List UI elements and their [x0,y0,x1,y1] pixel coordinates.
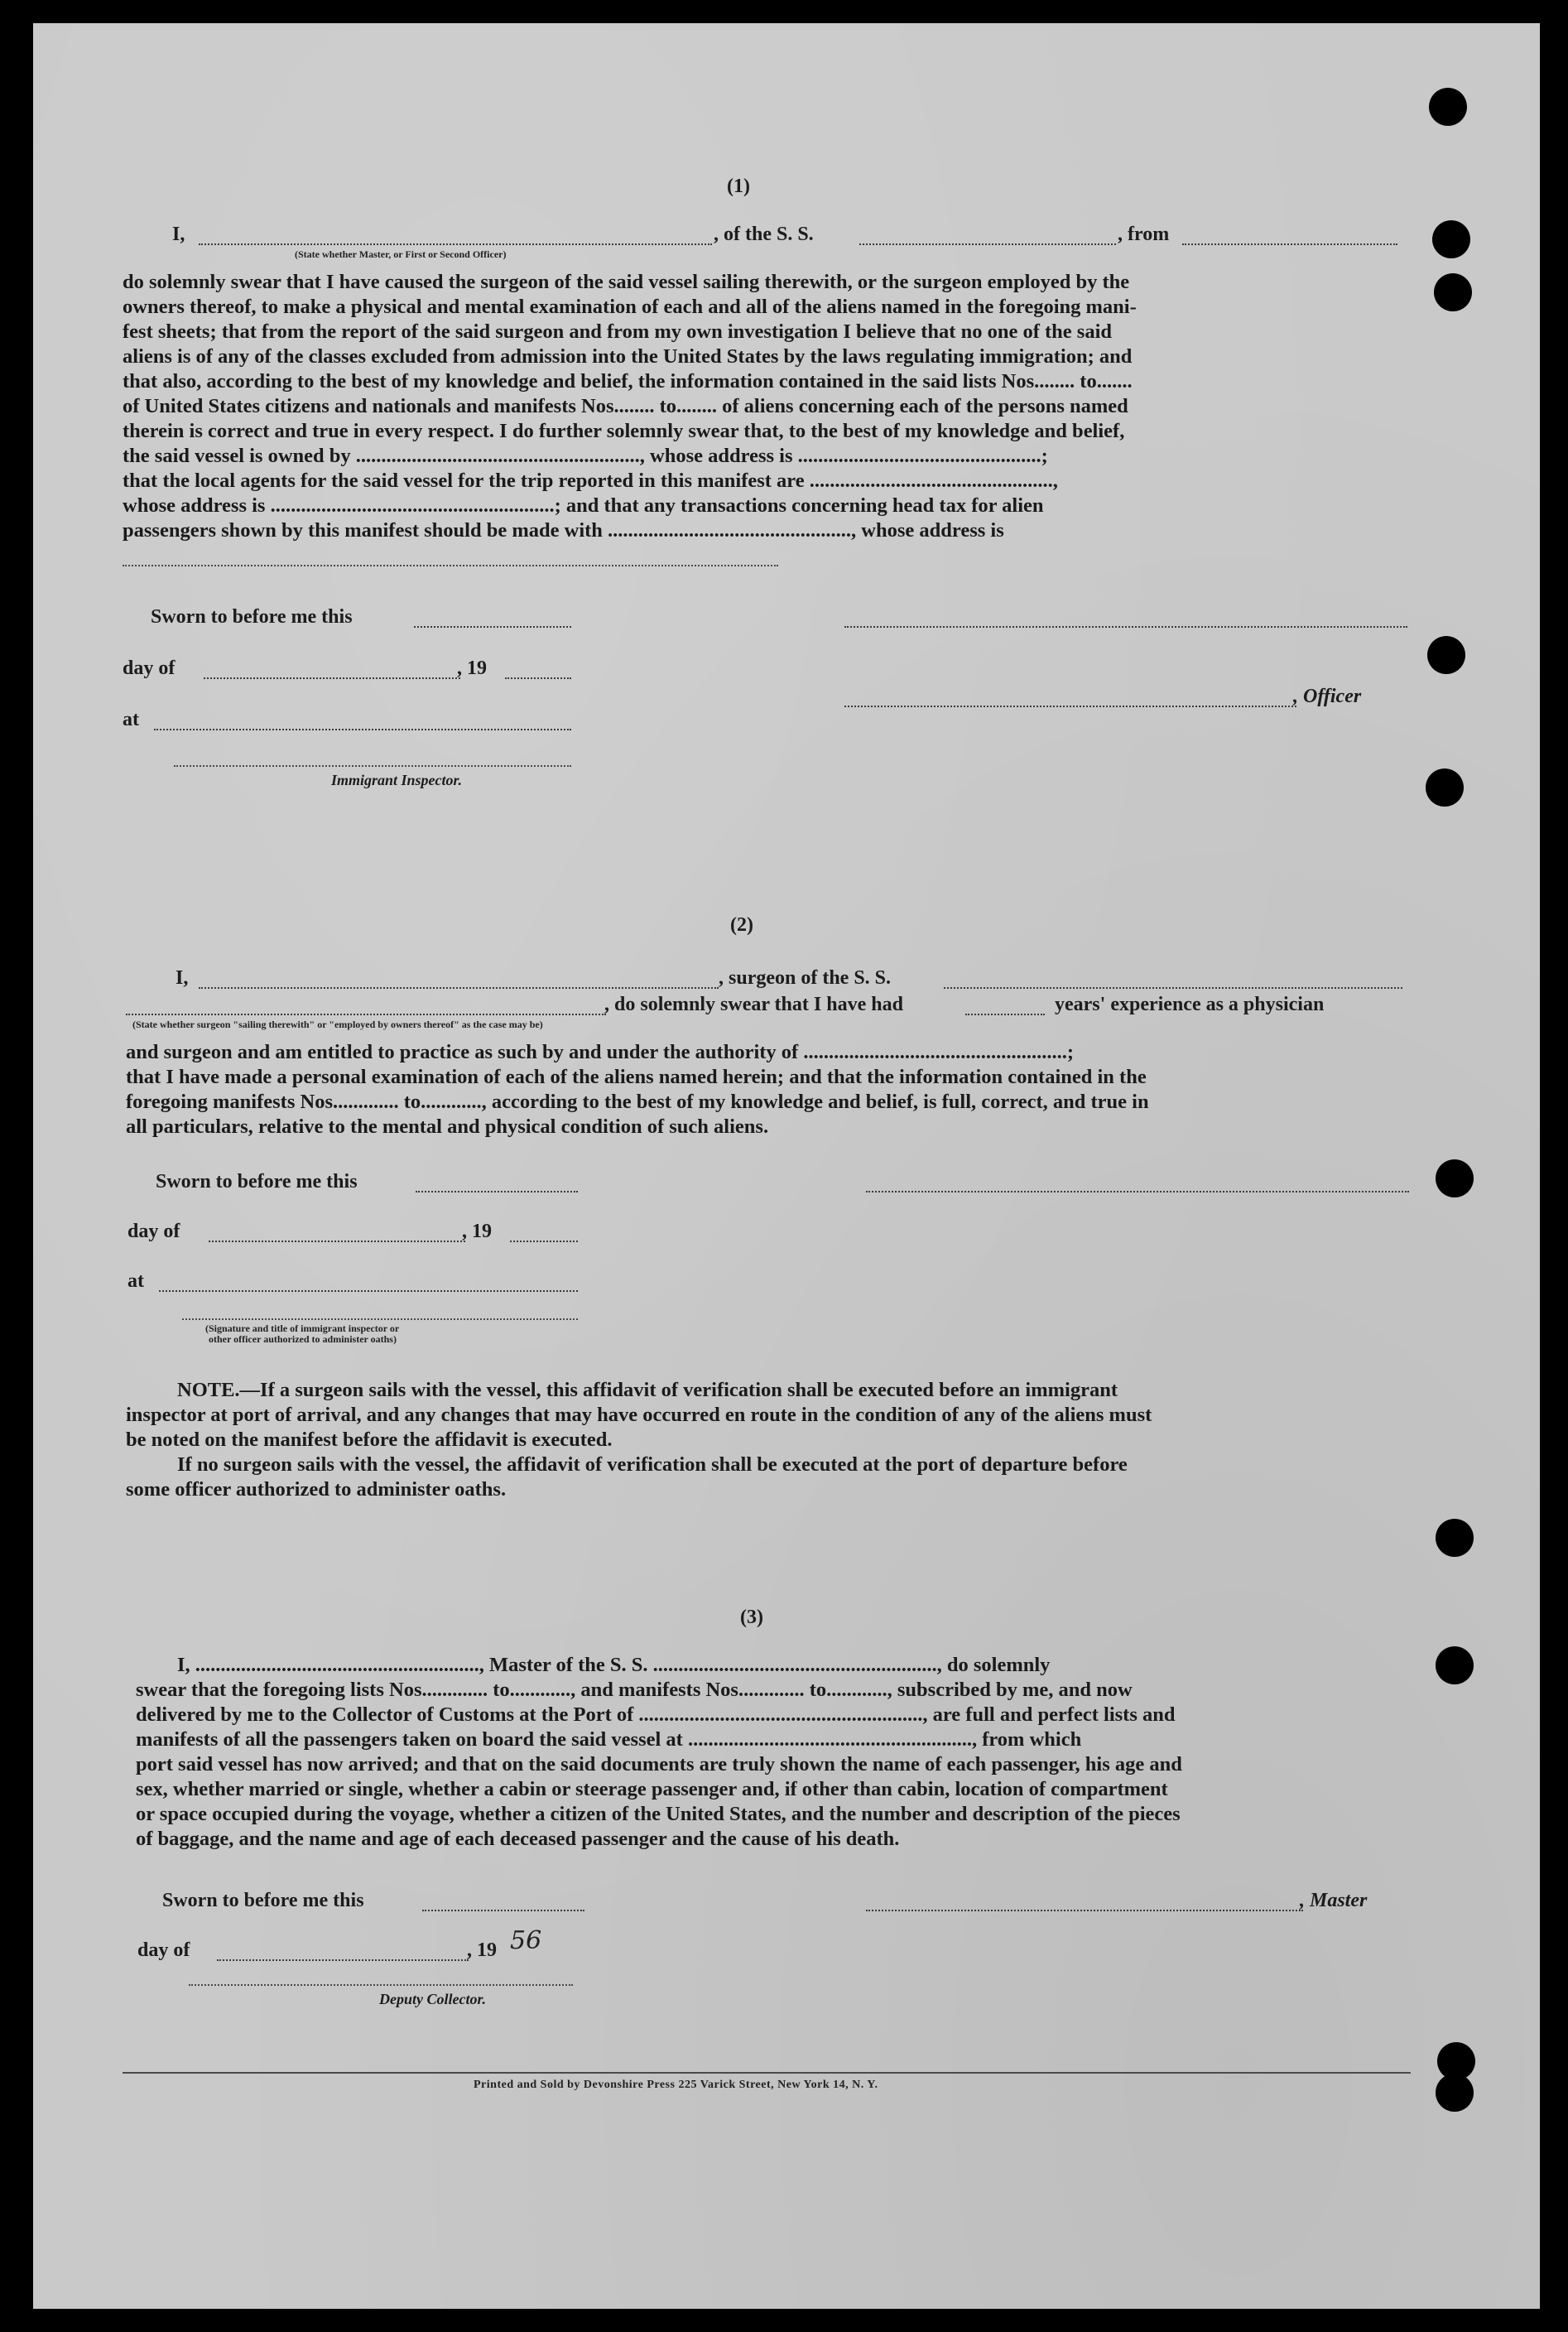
punch-hole-10 [1436,2074,1474,2112]
s1-line-2: owners thereof, to make a physical and mental examination of each and all of the aliens named in the foregoing mani- [123,296,1137,318]
punch-hole-5 [1426,768,1464,807]
s3-sworn-date-field[interactable] [422,1910,584,1911]
s2-surgeon-name-field[interactable] [199,987,719,989]
s1-line-8: the said vessel is owned by ........................................................, whose address is ................................................; [123,445,1048,467]
s1-of-ss-label: , of the S. S. [714,224,814,245]
s2-line-4: all particulars, relative to the mental and physical condition of such aliens. [126,1115,769,1138]
s3-line-8: of baggage, and the name and age of each deceased passenger and the cause of his death. [136,1828,900,1850]
s1-inspector-signature-line[interactable] [174,765,571,767]
s1-from-label: , from [1118,224,1170,245]
s1-line-10: whose address is ........................................................; and that any transactions concerning head tax for alien [123,494,1044,517]
s3-year-handwriting: 56 [510,1926,542,1955]
s2-surgeon-caption: (State whether surgeon "sailing therewith" or "employed by owners thereof" as the case may be) [132,1019,543,1030]
s3-line-3: delivered by me to the Collector of Customs at the Port of ........................................................, are full and perfect lists and [136,1703,1176,1726]
s2-years-field[interactable] [965,1014,1045,1015]
s2-note-line-2: inspector at port of arrival, and any changes that may have occurred en route in the condition of any of the aliens must [126,1404,1152,1426]
s2-sworn-label: Sworn to before me this [156,1171,358,1192]
footer-rule [123,2072,1411,2074]
punch-hole-8 [1436,1646,1474,1684]
punch-hole-2 [1432,220,1470,258]
s3-line-1: I, ........................................................, Master of the S. S. ........................................................, do solemnly [177,1654,1051,1676]
s2-line-2: that I have made a personal examination of each of the aliens named herein; and that the information contained in the [126,1066,1147,1088]
s2-oath-prefix: I, [176,967,189,989]
s3-line-2: swear that the foregoing lists Nos............. to............, and manifests Nos............. to............, subscribed by me, and now [136,1679,1133,1701]
s1-officer-label: , Officer [1293,686,1362,707]
s2-note2-line-2: some officer authorized to administer oaths. [126,1478,507,1501]
s2-line-1: and surgeon and am entitled to practice as such by and under the authority of ....................................................; [126,1041,1074,1063]
punch-hole-4 [1427,636,1465,674]
s1-line-6: of United States citizens and nationals and manifests Nos........ to........ of aliens concerning each of the persons named [123,395,1128,417]
s3-collector-signature-line[interactable] [189,1984,573,1986]
punch-hole-1 [1429,88,1467,126]
s1-line-4: aliens is of any of the classes excluded from admission into the United States by the laws regulating immigration; and [123,345,1133,368]
s1-year-label: , 19 [457,658,487,679]
s2-sworn-date-field[interactable] [416,1191,578,1192]
s1-line-7: therein is correct and true in every respect. I do further solemnly swear that, to the best of my knowledge and belief, [123,420,1125,442]
s1-line-9: that the local agents for the said vessel for the trip reported in this manifest are ................................................, [123,470,1058,492]
s1-year-field[interactable] [505,677,571,679]
s3-master-label: , Master [1300,1890,1368,1911]
s2-note [126,1378,1411,1502]
s1-day-of-field[interactable] [204,677,460,679]
section-2-number: (2) [730,914,753,936]
printer-imprint: Printed and Sold by Devonshire Press 225 Varick Street, New York 14, N. Y. [474,2079,878,2091]
bleed-through-1 [174,98,189,123]
s2-signature-caption-1: (Signature and title of immigrant inspector or [205,1323,400,1334]
s3-deputy-collector-label: Deputy Collector. [379,1991,486,2007]
s1-oath-text [123,270,1407,543]
s2-years-label: years' experience as a physician [1055,994,1325,1015]
manifest-page [33,23,1540,2309]
s1-sworn-label: Sworn to before me this [151,606,353,628]
section-3-number: (3) [740,1607,763,1628]
s3-line-6: sex, whether married or single, whether a cabin or steerage passenger and, if other than cabin, location of compartment [136,1778,1168,1800]
s2-vessel-name-field[interactable] [944,987,1402,989]
s2-year-field[interactable] [510,1241,578,1242]
s2-year-label: , 19 [462,1221,492,1242]
section-1-number: (1) [727,176,750,197]
s2-day-of-field[interactable] [209,1241,465,1242]
punch-hole-7 [1436,1519,1474,1557]
s1-continuation-line [123,565,778,566]
s1-line-3: fest sheets; that from the report of the said surgeon and from my own investigation I believe that no one of the said [123,320,1112,343]
s2-note2-line-1: If no surgeon sails with the vessel, the affidavit of verification shall be executed at the port of departure before [177,1453,1128,1476]
s2-oath-text [126,1040,1411,1140]
s1-officer-caption: (State whether Master, or First or Second Officer) [295,248,507,260]
s1-day-of-label: day of [123,658,176,679]
s3-oath-text [136,1653,1417,1852]
s2-surgeon-signature-field[interactable] [866,1191,1409,1192]
s3-sworn-label: Sworn to before me this [162,1890,364,1911]
s1-at-field[interactable] [154,729,571,730]
s1-at-label: at [123,709,139,730]
s1-officer-signature-field[interactable] [844,626,1407,628]
s3-master-signature-field[interactable] [866,1910,1303,1911]
s2-at-field[interactable] [159,1290,578,1292]
s3-line-5: port said vessel has now arrived; and that on the said documents are truly shown the name of each passenger, his age and [136,1753,1182,1776]
s1-line-5: that also, according to the best of my knowledge and belief, the information contained in the said lists Nos........ to....... [123,370,1133,393]
s2-signature-caption-2: other officer authorized to administer oaths) [209,1333,397,1345]
s1-line-11: passengers shown by this manifest should be made with ................................................, whose address is [123,519,1004,542]
s1-from-port-field[interactable] [1182,243,1397,245]
punch-hole-6 [1436,1159,1474,1197]
s2-swear-label: , do solemnly swear that I have had [604,994,903,1015]
s2-inspector-signature-line[interactable] [182,1318,578,1320]
s2-at-label: at [127,1270,144,1292]
s3-day-of-label: day of [137,1939,190,1961]
s2-day-of-label: day of [127,1221,180,1242]
s2-surgeon-of-ss-label: , surgeon of the S. S. [719,967,892,989]
s3-line-4: manifests of all the passengers taken on board the said vessel at ........................................................, from which [136,1728,1082,1751]
s1-oath-prefix: I, [172,224,185,245]
s2-note-line-3: be noted on the manifest before the affidavit is executed. [126,1429,613,1451]
s3-day-of-field[interactable] [217,1959,469,1961]
s1-officer-name-field[interactable] [199,243,712,245]
s1-sworn-date-field[interactable] [414,626,571,628]
s1-vessel-name-field[interactable] [859,243,1116,245]
s1-inspector-label: Immigrant Inspector. [331,772,463,788]
s2-note-line-1: NOTE.—If a surgeon sails with the vessel, this affidavit of verification shall be executed before an immigrant [177,1379,1118,1401]
s1-line-1: do solemnly swear that I have caused the surgeon of the said vessel sailing therewith, or the surgeon employed by the [123,271,1130,293]
s3-line-7: or space occupied during the voyage, whether a citizen of the United States, and the number and description of the pieces [136,1803,1181,1825]
s2-line-3: foregoing manifests Nos............. to............, according to the best of my knowledge and belief, is full, correct, and true in [126,1091,1149,1113]
punch-hole-3 [1434,273,1472,311]
s3-year-label: , 19 [467,1939,497,1961]
s2-surgeon-type-field[interactable] [126,1014,606,1015]
s1-officer-line[interactable] [844,706,1296,707]
